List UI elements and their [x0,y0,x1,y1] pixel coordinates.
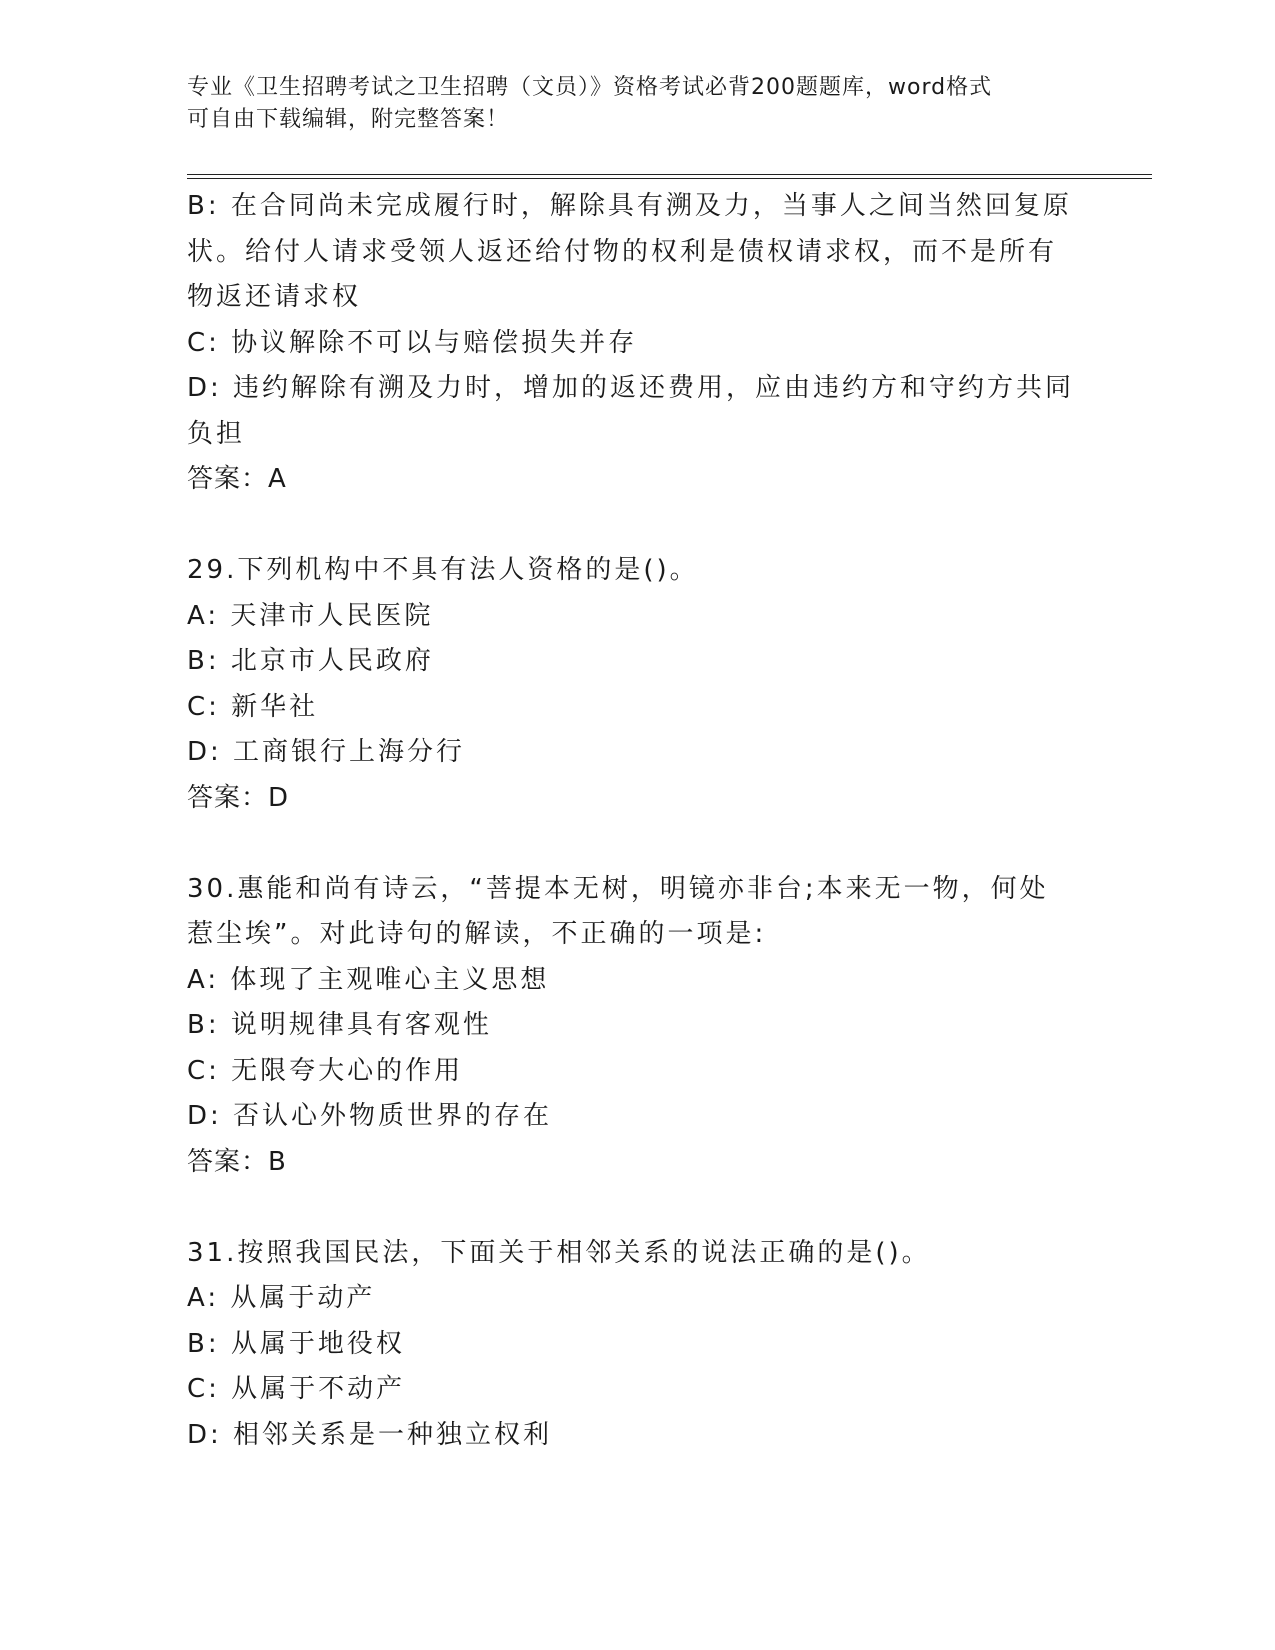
q30-option-d: D: 否认心外物质世界的存在 [187,1101,553,1131]
q28-option-b-line-3: 物返还请求权 [187,282,362,312]
header-double-rule [187,174,1152,179]
q31-option-a: A: 从属于动产 [187,1283,376,1313]
header-title-line-2: 可自由下载编辑，附完整答案！ [187,107,510,132]
q29-option-a: A: 天津市人民医院 [187,600,434,631]
question-spacer [187,821,1087,867]
question-spacer [187,1185,1087,1231]
question-31-block [187,1231,1087,1459]
q30-answer: 答案：B [187,1146,287,1177]
q31-option-c: C: 从属于不动产 [187,1374,406,1404]
q31-stem: 31.按照我国民法，下面关于相邻关系的说法正确的是()。 [187,1237,931,1268]
q29-option-d: D: 工商银行上海分行 [187,737,466,767]
question-28-block [187,184,1087,503]
q30-option-c: C: 无限夸大心的作用 [187,1055,464,1086]
question-29-block [187,548,1087,821]
q28-option-c: C: 协议解除不可以与赔偿损失并存 [187,327,638,358]
document-header [187,72,1087,136]
q29-stem: 29.下列机构中不具有法人资格的是()。 [187,555,699,585]
q30-stem-line-1: 30.惠能和尚有诗云，“菩提本无树，明镜亦非台;本来无一物，何处 [187,873,1049,904]
q29-option-c: C: 新华社 [187,691,319,722]
q28-option-d-line-2: 负担 [187,418,246,449]
q30-option-a: A: 体现了主观唯心主义思想 [187,964,550,995]
q30-stem-line-2: 惹尘埃”。对此诗句的解读，不正确的一项是: [187,919,767,949]
q28-option-d-line-1: D: 违约解除有溯及力时，增加的返还费用，应由违约方和守约方共同 [187,373,1075,403]
q28-option-b-line-2: 状。给付人请求受领人返还给付物的权利是债权请求权，而不是所有 [187,236,1058,267]
q30-option-b: B: 说明规律具有客观性 [187,1010,492,1040]
question-30-block [187,867,1087,1186]
q29-option-b: B: 北京市人民政府 [187,646,434,676]
q29-answer: 答案：D [187,782,290,813]
question-spacer [187,503,1087,549]
header-title-line-1: 专业《卫生招聘考试之卫生招聘（文员）》资格考试必背200题题库，word格式 [187,75,993,100]
question-content [187,184,1087,1458]
q28-answer: 答案：A [187,464,287,494]
q31-option-b: B: 从属于地役权 [187,1328,405,1359]
q31-option-d: D: 相邻关系是一种独立权利 [187,1419,553,1450]
q28-option-b-line-1: B: 在合同尚未完成履行时，解除具有溯及力，当事人之间当然回复原 [187,191,1072,221]
